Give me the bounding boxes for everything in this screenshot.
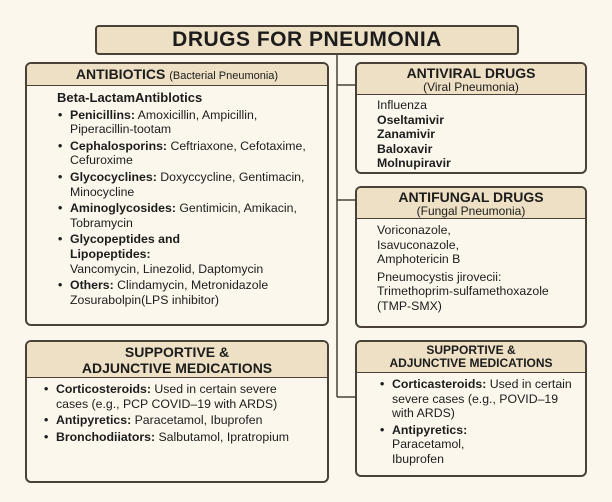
drug-names: Vancomycin, Linezolid, Daptomycin [70,261,264,276]
item-text: Salbutamol, Ipratropium [158,429,290,444]
list-item [57,232,319,276]
antifungal-subheading: (Fungal Pneumonia) [416,204,526,218]
list-item [379,377,577,421]
class-name: Aminoglycosides: [70,201,176,216]
item-text: Paracetamol, Ibuprofen [392,437,465,466]
antiviral-drug: Oseltamivir [377,112,444,127]
class-name: Cephalosporins: [70,138,168,153]
antibiotics-box [25,62,329,326]
antiviral-drug: Baloxavir [377,141,433,156]
class-name: Corticasteroids: [392,377,487,391]
antiviral-drug: Zanamivir [377,127,436,142]
list-item [57,108,319,137]
drug-names: Ceftriaxone, Cefotaxime, Cefuroxime [70,138,306,168]
antiviral-box [355,62,587,174]
supportive-right-heading-1: SUPPORTIVE & [426,343,516,357]
class-name: Others: [70,278,114,293]
drug-names: Amoxicillin, Ampicillin, Piperacillin-tootam [70,107,258,137]
list-item [43,382,296,411]
antifungal-drugs: Voriconazole, Isavuconazole, Amphotericin B [377,223,461,267]
drug-names: Doxyccycline, Gentimacin, Minocycline [70,169,305,199]
antifungal-box [355,186,587,328]
supportive-right-header [357,342,585,373]
list-item [43,430,326,445]
list-item [57,170,319,199]
class-name: Antipyretics: [392,422,468,437]
class-name: Corticosteroids: [56,382,151,396]
antiviral-header [357,64,585,95]
item-text: Paracetamol, Ibuprofen [134,413,263,428]
supportive-left-heading-2: ADJUNCTIVE MEDICATIONS [81,360,273,376]
class-name: Bronchodiiators: [56,429,156,444]
list-item [57,139,319,168]
class-name: • Glycopeptides and Lipopeptides: [70,232,181,261]
supportive-left-list [43,382,319,444]
antifungal-pcp-treatment: Pneumocystis jirovecii: Trimethoprim-sulfamethoxazole (TMP-SMX) [377,269,549,313]
antibiotics-subheading: (Bacterial Pneumonia) [169,70,279,82]
list-item [57,201,319,230]
antiviral-drug: Molnupiravir [377,156,451,171]
supportive-left-heading-1: SUPPORTIVE & [124,344,230,360]
antibiotics-group-title: Beta-LactamAntiblotics [57,90,203,105]
class-name: Penicillins: [70,107,135,122]
item-text: Used in certain severe cases (e.g., POVID–19 with ARDS) [392,377,572,421]
class-name: Antipyretics: [56,413,132,428]
antibiotics-header [27,64,327,86]
antibiotics-list [57,108,319,308]
page-title: DRUGS FOR PNEUMONIA [172,28,442,51]
supportive-left-box [25,340,329,483]
antibiotics-heading: ANTIBIOTICS [75,66,166,82]
supportive-left-header [27,342,327,378]
drug-names: Clindamycin, Metronidazole Zosurabolpin(LPS inhibitor) [70,278,269,307]
list-item [379,423,502,467]
antiviral-subheading: (Viral Pneumonia) [423,80,519,94]
antiviral-heading: ANTIVIRAL DRUGS [406,65,536,81]
list-item [43,413,306,428]
supportive-right-list [379,377,577,467]
antifungal-header [357,188,585,219]
supportive-right-box [355,340,587,477]
antiviral-condition: Influenza [377,98,427,112]
list-item [57,278,319,307]
title-box [95,25,519,55]
antifungal-heading: ANTIFUNGAL DRUGS [398,189,544,205]
supportive-right-heading-2: ADJUNCTIVE MEDICATIONS [389,356,553,370]
class-name: Glycocyclines: [70,169,157,184]
item-text: Used in certain severe cases (e.g., PCP COVID–19 with ARDS) [56,382,278,411]
drug-names: Gentimicin, Amikacin, Tobramycin [70,201,297,230]
